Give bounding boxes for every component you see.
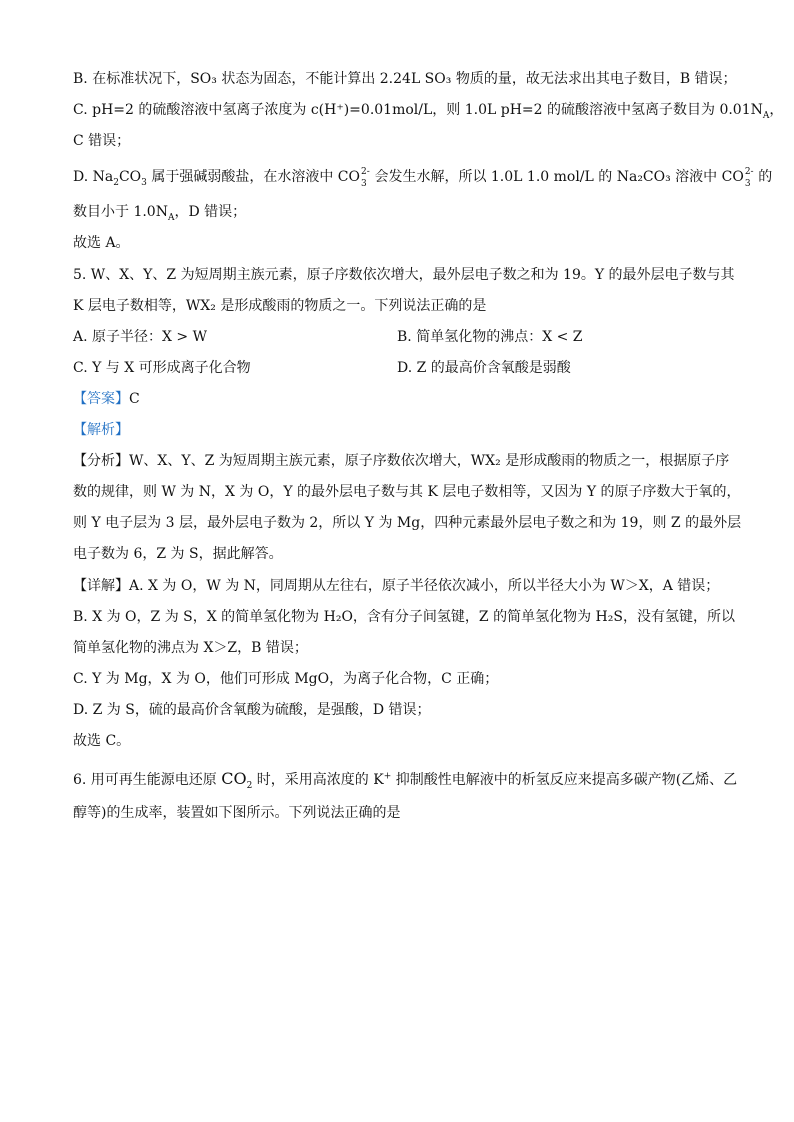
answer-label: 【答案】 (73, 391, 129, 407)
text: D. Na (73, 169, 114, 185)
analysis-heading (73, 421, 733, 439)
q5-option-c (73, 359, 251, 377)
q5-option-a (73, 328, 207, 346)
analysis-para-4 (73, 545, 733, 563)
option-b-explanation (73, 70, 737, 88)
text: 属于强碱弱酸盐，在水溶液中 CO (146, 169, 360, 185)
text: 6. 用可再生能源电还原 (73, 772, 222, 788)
question-5-stem (73, 266, 733, 284)
subscript: 3 (744, 179, 751, 189)
subscript: 3 (361, 179, 367, 189)
text: 故选 A。 (73, 235, 130, 251)
text: 故选 C。 (73, 733, 131, 749)
text: 【详解】A. X 为 O，W 为 N，同周期从左往右，原子半径依次减小，所以半径大小为 W＞X，A 错误； (73, 578, 720, 594)
text: C. Y 与 X 可形成离子化合物 (73, 360, 251, 376)
text: 醇等)的生成率，装置如下图所示。下列说法正确的是 (73, 805, 401, 821)
text: CO (118, 169, 142, 185)
text: B. X 为 O，Z 为 S，X 的简单氢化物为 H₂O，含有分子间氢键，Z 的简单氢化物为 H₂S，没有氢键，所以 (73, 609, 735, 625)
subscript: 3 (141, 177, 147, 188)
text: C. Y 为 Mg，X 为 O，他们可形成 MgO，为离子化合物，C 正确； (73, 671, 499, 687)
option-c-explanation-cont (73, 132, 733, 150)
q5-option-b (397, 328, 583, 346)
text: 数的规律，则 W 为 N，X 为 O，Y 的最外层电子数与其 K 层电子数相等，又因为 Y 的原子序数大于氧的， (73, 484, 741, 500)
subscript: 2 (113, 177, 119, 188)
detail-3 (73, 639, 733, 657)
analysis-para-3 (73, 514, 742, 532)
question-6-stem (73, 769, 738, 791)
text: B. 在标准状况下，SO₃ 状态为固态，不能计算出 2.24L SO₃ 物质的量，故无法求出其电子数目，B 错误； (73, 71, 737, 87)
charge: 2- (361, 167, 370, 177)
answer-line (73, 390, 733, 408)
text: 【分析】W、X、Y、Z 为短周期主族元素，原子序数依次增大，WX₂ 是形成酸雨的物质之一，根据原子序 (73, 453, 730, 469)
detail-2 (73, 608, 733, 626)
text: C. pH=2 的硫酸溶液中氢离子浓度为 c(H⁺)=0.01mol/L，则 1.0L pH=2 的硫酸溶液中氢离子数目为 0.01N (73, 102, 763, 118)
choose-c (73, 732, 733, 750)
subscript: A (167, 212, 175, 223)
detail-4 (73, 670, 733, 688)
analysis-para-1 (73, 452, 733, 470)
text: 5. W、X、Y、Z 为短周期主族元素，原子序数依次增大，最外层电子数之和为 19。Y 的最外层电子数与其 (73, 267, 735, 283)
text: ， (769, 102, 784, 118)
charge: 2- (744, 167, 754, 177)
option-c-explanation (73, 101, 784, 121)
answer-value: C (129, 391, 140, 407)
text: C 错误； (73, 133, 131, 149)
carbonate-ion-script (744, 167, 754, 189)
text: D. Z 的最高价含氧酸是弱酸 (397, 360, 571, 376)
text: A. 原子半径：X > W (73, 329, 207, 345)
text: 电子数为 6，Z 为 S，据此解答。 (73, 546, 283, 562)
option-d-explanation (73, 167, 773, 189)
text: 时，采用高浓度的 K (252, 772, 384, 788)
choose-a (73, 234, 733, 252)
text: 数目小于 1.0N (73, 204, 168, 220)
superscript: + (383, 771, 392, 782)
text: 会发生水解，所以 1.0L 1.0 mol/L 的 Na₂CO₃ 溶液中 CO (370, 169, 744, 185)
text: 则 Y 电子层为 3 层，最外层电子数为 2，所以 Y 为 Mg，四种元素最外层电子数之和为 19，则 Z 的最外层 (73, 515, 742, 531)
analysis-label: 【解析】 (73, 422, 129, 438)
text: 的 (753, 169, 773, 185)
text: 简单氢化物的沸点为 X＞Z，B 错误； (73, 640, 308, 656)
detail-1 (73, 577, 733, 595)
text: 抑制酸性电解液中的析氢反应来提高多碳产物(乙烯、乙 (391, 772, 738, 788)
text: D. Z 为 S，硫的最高价含氧酸为硫酸，是强酸，D 错误； (73, 702, 431, 718)
option-d-explanation-cont (73, 203, 733, 221)
subscript: 2 (246, 780, 253, 791)
detail-5 (73, 701, 733, 719)
carbonate-ion-script (360, 167, 370, 189)
text: B. 简单氢化物的沸点：X < Z (397, 329, 583, 345)
text: ，D 错误； (174, 204, 247, 220)
question-6-stem-cont (73, 804, 733, 822)
q5-option-d (397, 359, 571, 377)
text: CO (221, 769, 247, 788)
text: K 层电子数相等，WX₂ 是形成酸雨的物质之一。下列说法正确的是 (73, 298, 487, 314)
analysis-para-2 (73, 483, 741, 501)
question-5-stem-cont (73, 297, 733, 315)
subscript: A (762, 110, 770, 121)
